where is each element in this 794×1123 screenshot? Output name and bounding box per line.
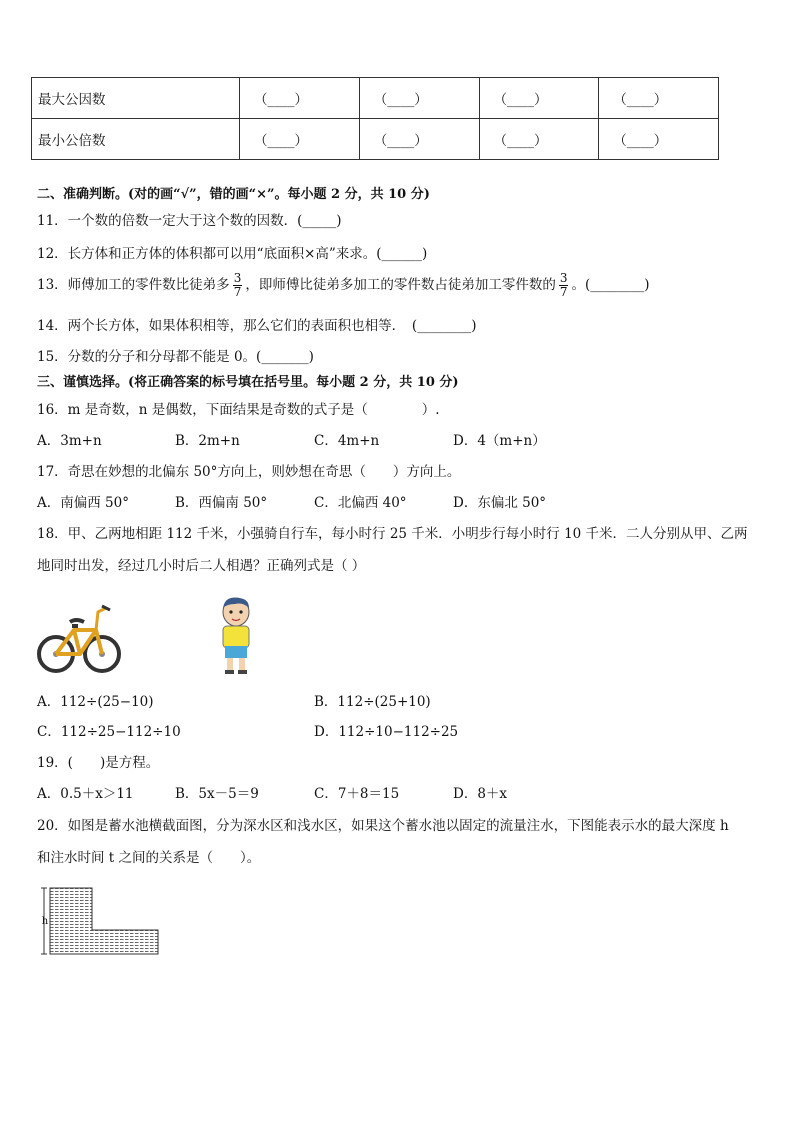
question-19: 19．( )是方程。	[37, 755, 160, 771]
fraction-denominator: 7	[233, 285, 242, 299]
section-3-heading: 三、谨慎选择。(将正确答案的标号填在括号里。每小题 2 分，共 10 分)	[37, 375, 459, 390]
gcd-lcm-table	[31, 77, 719, 160]
question-13-text-c: 。(________)	[571, 277, 650, 293]
answer-blank: （____）	[599, 119, 719, 160]
row-label: 最大公因数	[32, 78, 240, 119]
option-c: C．7＋8＝15	[314, 786, 400, 802]
answer-blank: （____）	[240, 78, 360, 119]
depth-label: h	[41, 916, 49, 927]
option-a: A．0.5＋x＞11	[37, 786, 134, 802]
table-row	[32, 119, 719, 160]
option-d: D．4（m+n）	[453, 433, 546, 449]
option-b: B．112÷(25+10)	[314, 694, 431, 710]
section-2-heading: 二、准确判断。(对的画“√”，错的画“×”。每小题 2 分，共 10 分)	[37, 187, 430, 202]
question-17: 17．奇思在妙想的北偏东 50°方向上，则妙想在奇思（ ）方向上。	[37, 464, 461, 480]
question-20-line-1: 20．如图是蓄水池横截面图，分为深水区和浅水区，如果这个蓄水池以固定的流量注水，下图能表示水的最大深度 h	[37, 818, 729, 834]
answer-blank: （____）	[599, 78, 719, 119]
option-d: D．112÷10−112÷25	[314, 724, 459, 740]
option-c: C．112÷25−112÷10	[37, 724, 181, 740]
question-18-line-1: 18．甲、乙两地相距 112 千米，小强骑自行车，每小时行 25 千米．小明步行每小时行 10 千米．二人分别从甲、乙两	[37, 526, 748, 542]
row-label: 最小公倍数	[32, 119, 240, 160]
question-11: 11．一个数的倍数一定大于这个数的因数．(_____)	[37, 213, 342, 229]
option-a: A．南偏西 50°	[37, 495, 129, 511]
option-d: D．8＋x	[453, 786, 508, 802]
option-b: B．2m+n	[175, 433, 240, 449]
fraction-denominator: 7	[559, 285, 568, 299]
answer-blank: （____）	[240, 119, 360, 160]
question-15: 15．分数的分子和分母都不能是 0。(_______)	[37, 349, 314, 365]
option-b: B．西偏南 50°	[175, 495, 268, 511]
option-a: A．3m+n	[37, 433, 102, 449]
answer-blank: （____）	[359, 78, 479, 119]
option-a: A．112÷(25−10)	[37, 694, 154, 710]
fraction-numerator: 3	[559, 271, 568, 285]
bicycle-image	[36, 598, 122, 678]
option-b: B．5x－5＝9	[175, 786, 259, 802]
question-13	[37, 272, 650, 299]
table-row	[32, 78, 719, 119]
question-18-line-2: 地同时出发，经过几小时后二人相遇？正确列式是（ ）	[37, 558, 366, 574]
question-16: 16．m 是奇数，n 是偶数，下面结果是奇数的式子是（ ）.	[37, 402, 440, 418]
answer-blank: （____）	[479, 119, 599, 160]
boy-image	[215, 596, 257, 676]
answer-blank: （____）	[359, 119, 479, 160]
fraction	[559, 272, 569, 299]
option-d: D．东偏北 50°	[453, 495, 547, 511]
fraction	[233, 272, 243, 299]
fraction-numerator: 3	[233, 271, 242, 285]
option-c: C．4m+n	[314, 433, 380, 449]
question-13-text-a: 13．师傅加工的零件数比徒弟多	[37, 277, 230, 293]
question-13-text-b: ，即师傅比徒弟多加工的零件数占徒弟加工零件数的	[245, 277, 556, 293]
question-20-line-2: 和注水时间 t 之间的关系是（ ）。	[37, 850, 261, 866]
option-c: C．北偏西 40°	[314, 495, 407, 511]
reservoir-diagram	[40, 884, 162, 958]
question-12: 12．长方体和正方体的体积都可以用“底面积×高”来求。(______)	[37, 246, 428, 262]
question-14: 14．两个长方体，如果体积相等，那么它们的表面积也相等． (________)	[37, 318, 477, 334]
answer-blank: （____）	[479, 78, 599, 119]
